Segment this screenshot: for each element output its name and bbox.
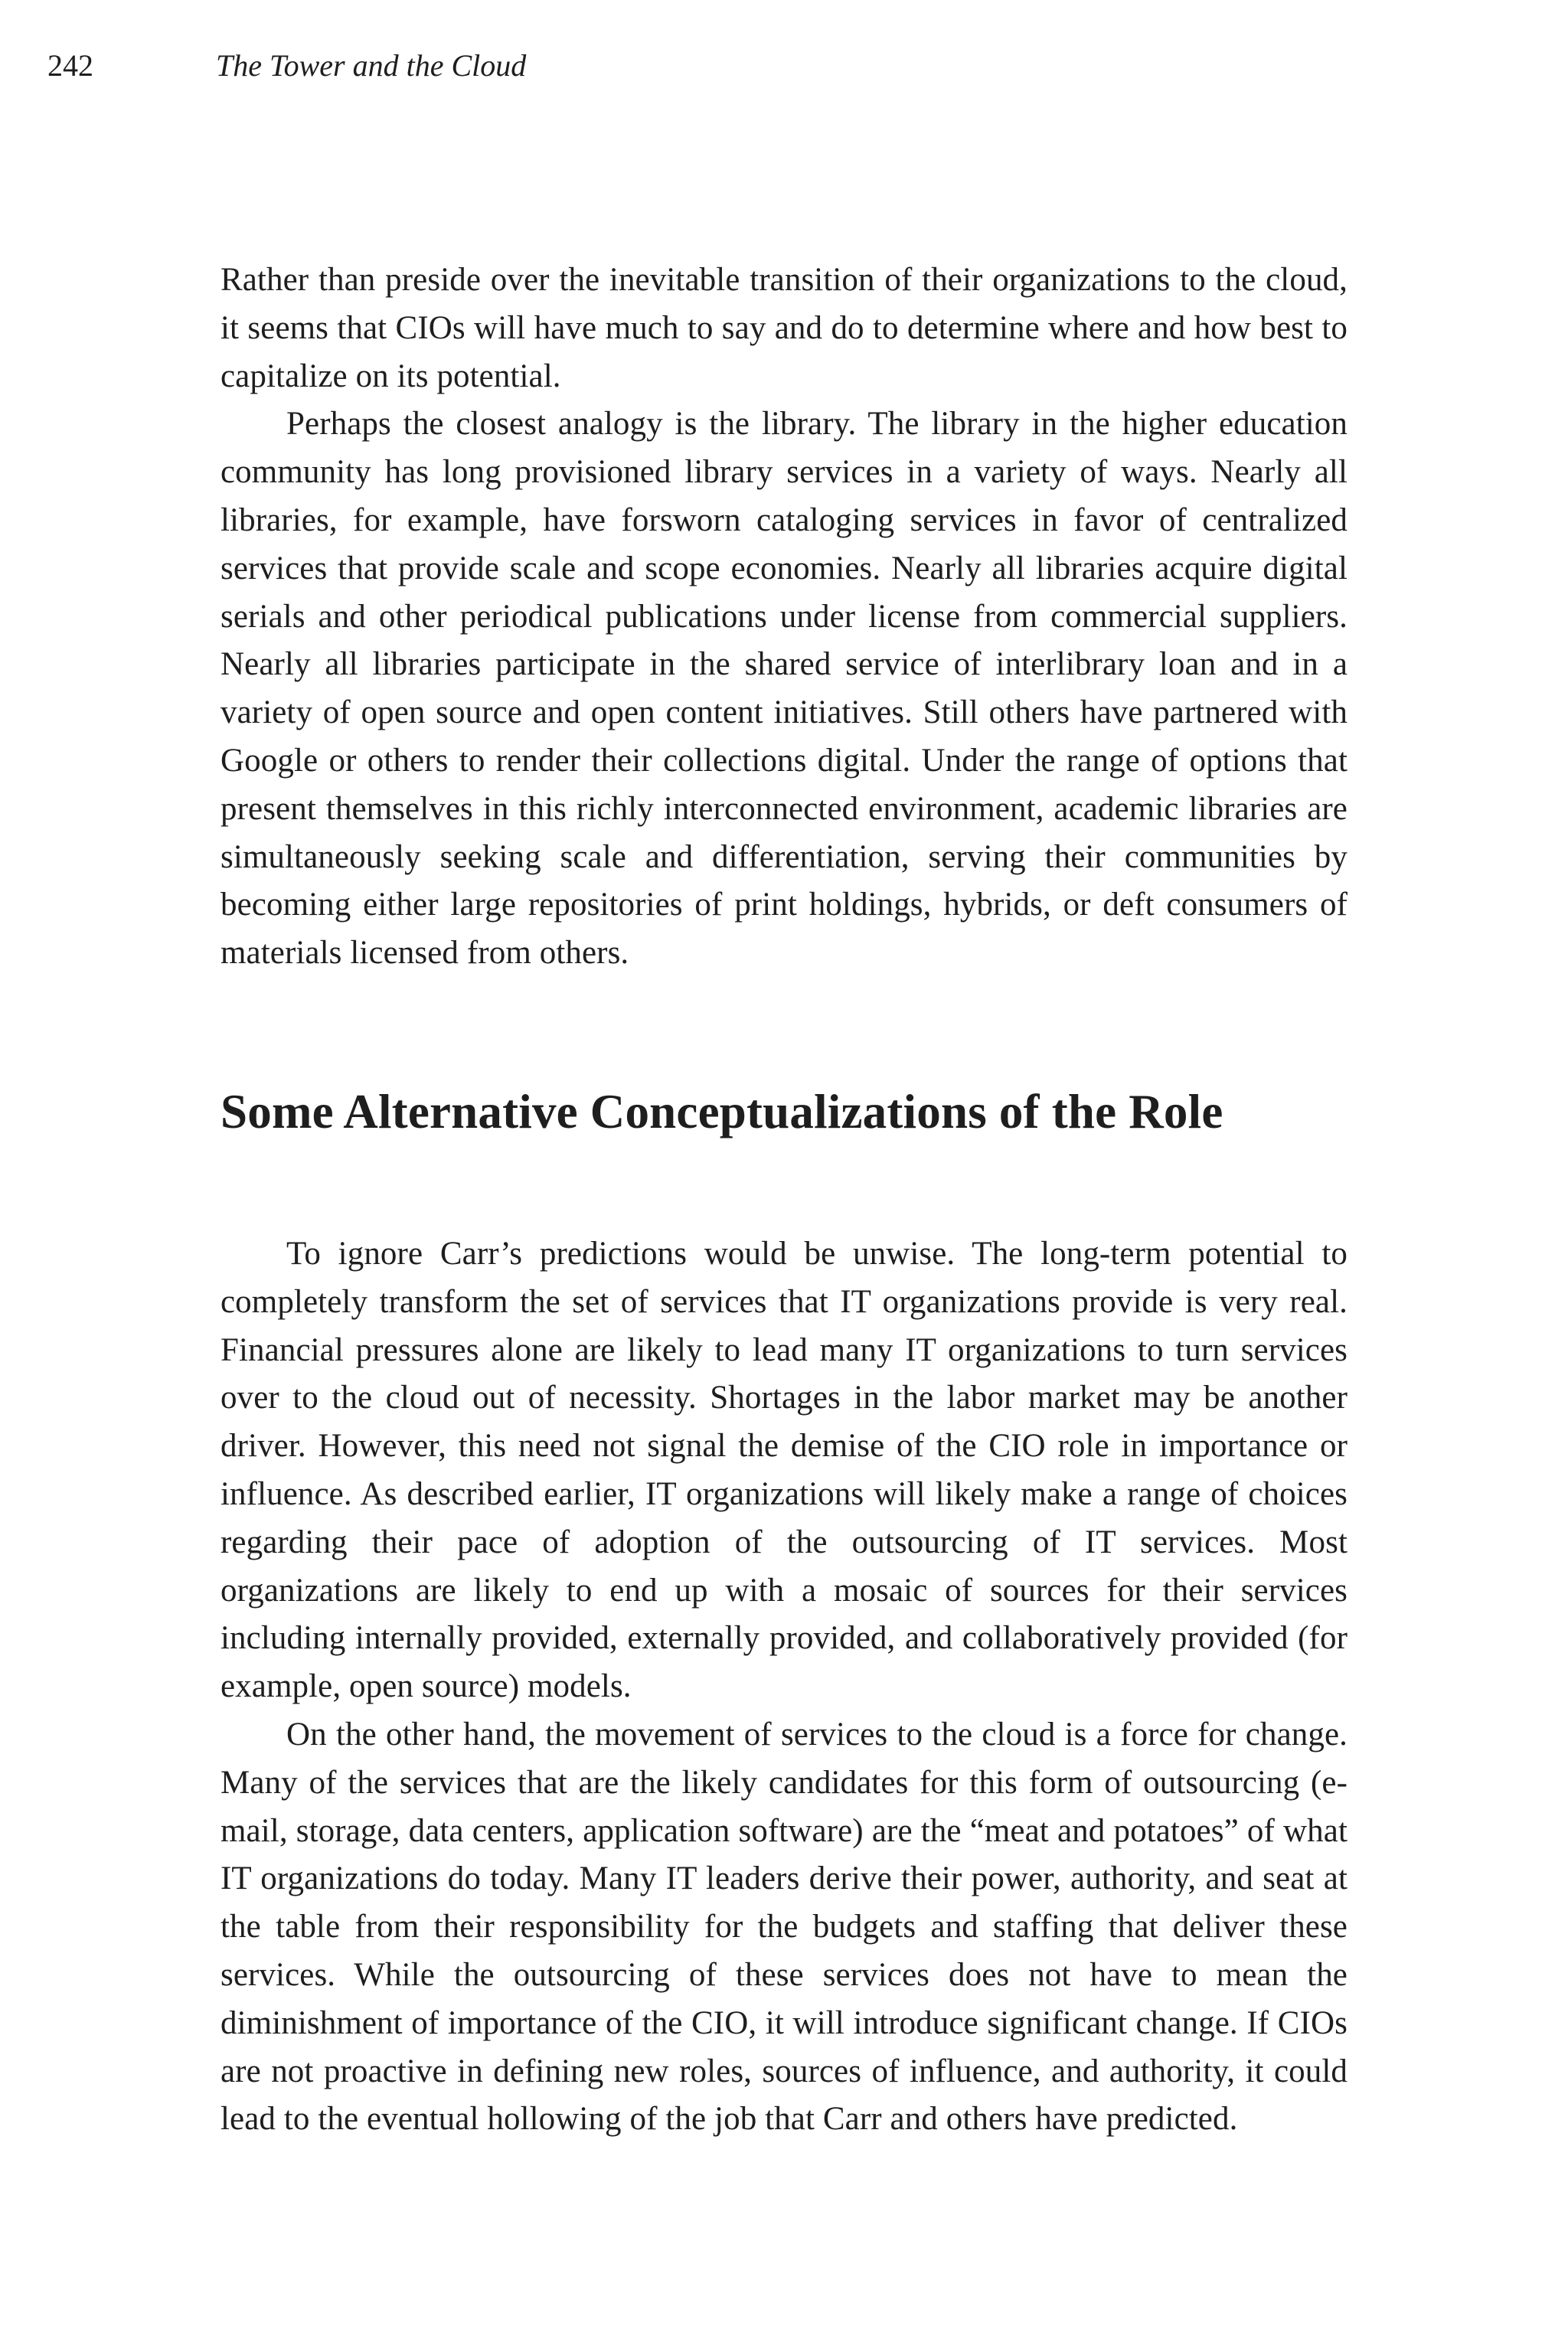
body-text-top: [220, 256, 1348, 978]
paragraph: To ignore Carr’s predictions would be unwise. The long-term potential to completely transform the set of services that IT organizations provide is very real. Financial pressures alone are likely to lead many IT organizations to turn services over to the cloud out of necessity. Shortages in the labor market may be another driver. However, this need not signal the demise of the CIO role in importance or influence. As described earlier, IT organizations will likely make a range of choices regarding their pace of adoption of the outsourcing of IT services. Most organizations are likely to end up with a mosaic of sources for their services including internally provided, externally provided, and collaboratively provided (for example, open source) models.: [220, 1236, 1348, 1705]
paragraph: Perhaps the closest analogy is the library. The library in the higher education community has long provisioned library services in a variety of ways. Nearly all libraries, for example, have forsworn cataloging services in favor of centralized services that provide scale and scope economies. Nearly all libraries acquire digital serials and other periodical publications under license from commercial suppliers. Nearly all libraries participate in the shared service of interlibrary loan and in a variety of open source and open content initiatives. Still others have partnered with Google or others to render their collections digital. Under the range of options that present themselves in this richly interconnected environment, academic libraries are simultaneously seeking scale and differentiation, serving their communities by becoming either large repositories of print holdings, hybrids, or deft consumers of materials licensed from others.: [220, 406, 1348, 972]
paragraph: Rather than preside over the inevitable transition of their organizations to the cloud, it seems that CIOs will have much to say and do to determine where and how best to capitalize on its potential.: [220, 262, 1348, 394]
page-number: 242: [47, 48, 93, 83]
section-heading: Some Alternative Conceptualizations of the Role: [220, 1085, 1223, 1138]
body-text-bottom: [220, 1230, 1348, 2144]
running-head: [47, 48, 527, 83]
book-title: The Tower and the Cloud: [216, 48, 527, 83]
paragraph: On the other hand, the movement of services to the cloud is a force for change. Many of the services that are the likely candidates for this form of outsourcing (e-mail, storage, data centers, application software) are the “meat and potatoes” of what IT organizations do today. Many IT leaders derive their power, authority, and seat at the table from their responsibility for the budgets and staffing that deliver these services. While the outsourcing of these services does not have to mean the diminishment of importance of the CIO, it will introduce significant change. If CIOs are not proactive in defining new roles, sources of influence, and authority, it could lead to the eventual hollowing of the job that Carr and others have predicted.: [220, 1716, 1348, 2138]
